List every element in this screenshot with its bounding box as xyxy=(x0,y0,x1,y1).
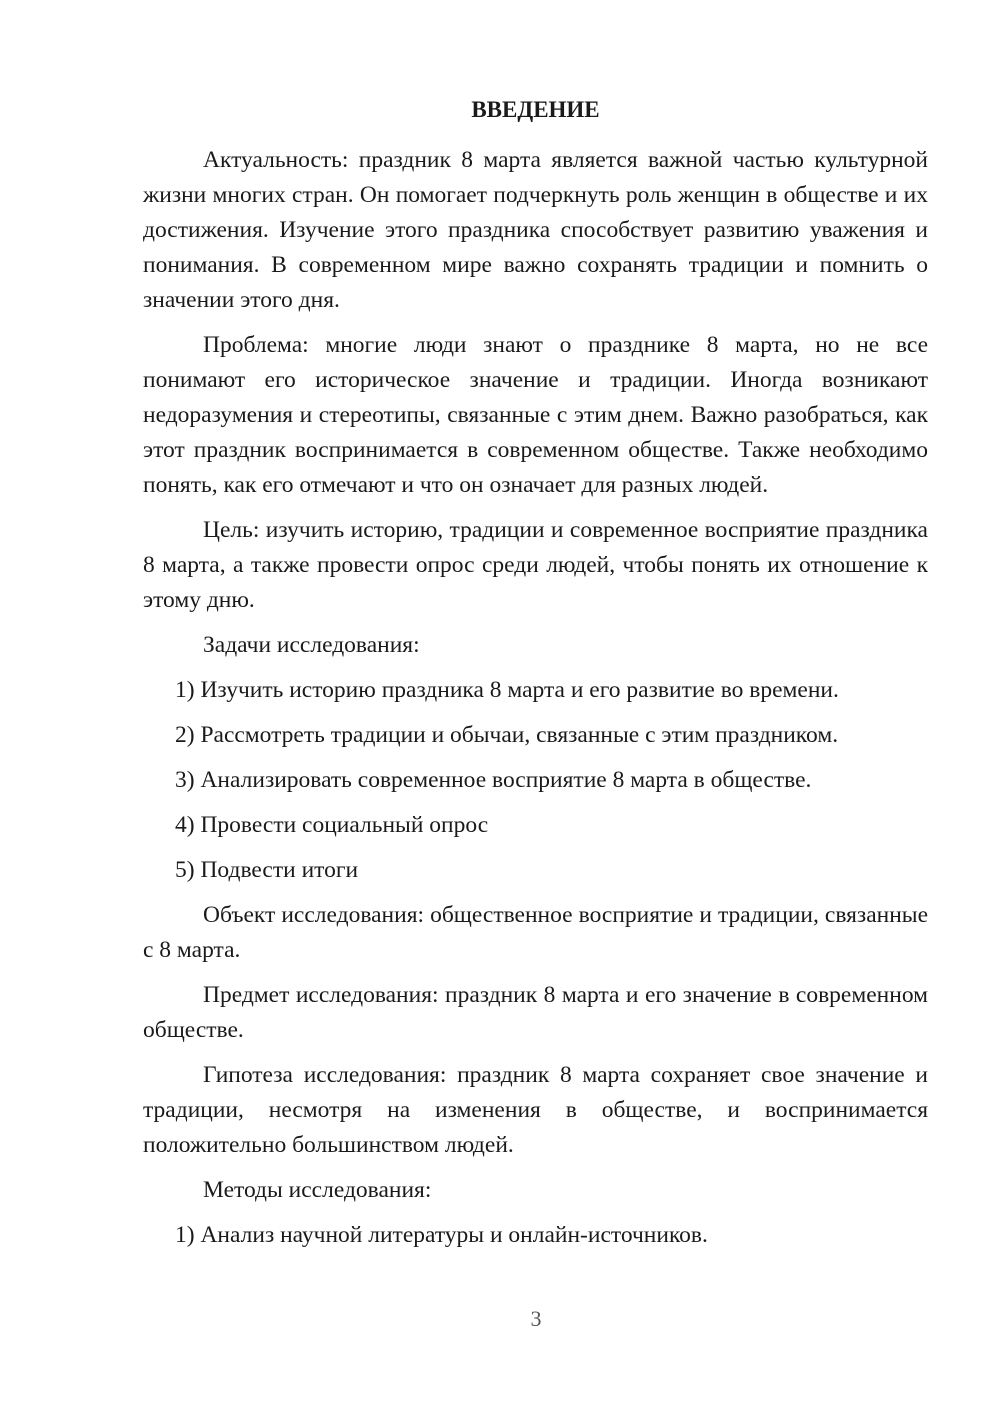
page-number: 3 xyxy=(530,1306,542,1331)
list-item: 4) Провести социальный опрос xyxy=(175,812,489,838)
tasks-heading: Задачи исследования: xyxy=(203,632,420,658)
list-item: 1) Анализ научной литературы и онлайн-источников. xyxy=(175,1222,708,1248)
section-title: ВВЕДЕНИЕ xyxy=(471,97,600,122)
object-paragraph: Объект исследования: общественное восприятие и традиции, связанные с 8 марта. xyxy=(143,902,928,963)
list-item: 3) Анализировать современное восприятие 8 марта в обществе. xyxy=(175,767,812,793)
relevance-paragraph: Актуальность: праздник 8 марта является важной частью культурной жизни многих стран. Он помогает подчеркнуть роль женщин в обществе и их достижения. Изучение этого праздника способствует развитию уважения и понимания. В современном мире важно сохранять традиции и помнить о значении этого дня. xyxy=(143,147,928,313)
methods-heading: Методы исследования: xyxy=(203,1177,432,1203)
list-item: 1) Изучить историю праздника 8 марта и его развитие во времени. xyxy=(175,677,839,703)
tasks-list xyxy=(143,673,928,888)
goal-paragraph: Цель: изучить историю, традиции и современное восприятие праздника 8 марта, а также провести опрос среди людей, чтобы понять их отношение к этому дню. xyxy=(143,517,928,613)
list-item: 5) Подвести итоги xyxy=(175,857,359,883)
list-item: 2) Рассмотреть традиции и обычаи, связанные с этим праздником. xyxy=(175,722,839,748)
subject-paragraph: Предмет исследования: праздник 8 марта и его значение в современном обществе. xyxy=(143,982,928,1043)
methods-list xyxy=(143,1218,928,1253)
hypothesis-paragraph: Гипотеза исследования: праздник 8 марта сохраняет свое значение и традиции, несмотря на изменения в обществе, и воспринимается положительно большинством людей. xyxy=(143,1062,928,1158)
problem-paragraph: Проблема: многие люди знают о празднике 8 марта, но не все понимают его историческое значение и традиции. Иногда возникают недоразумения и стереотипы, связанные с этим днем. Важно разобраться, как этот праздник воспринимается в современном обществе. Также необходимо понять, как его отмечают и что он означает для разных людей. xyxy=(143,332,928,498)
document-page xyxy=(143,92,928,1263)
